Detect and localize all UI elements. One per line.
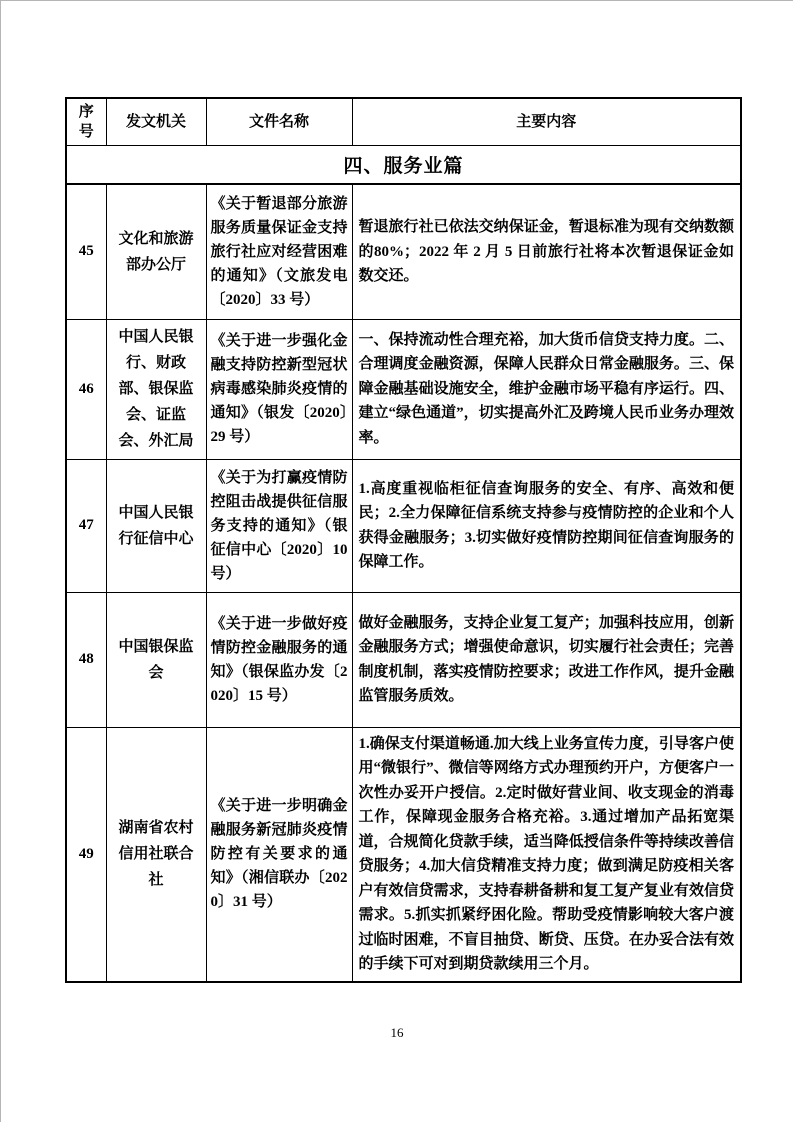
section-header-row	[66, 145, 741, 184]
col-header-doc-name: 文件名称	[206, 98, 352, 145]
table-row	[66, 727, 741, 982]
seq-cell: 49	[66, 727, 106, 982]
doc-title-cell: 《关于进一步强化金融支持防控新型冠状病毒感染肺炎疫情的通知》（银发〔2020〕29 号）	[206, 319, 352, 459]
policy-table	[65, 97, 742, 983]
agency-cell: 湖南省农村信用社联合社	[106, 727, 206, 982]
table-row	[66, 592, 741, 727]
content-cell: 暂退旅行社已依法交纳保证金，暂退标准为现有交纳数额的80%；2022 年 2 月 5 日前旅行社将本次暂退保证金如数交还。	[352, 184, 741, 319]
seq-cell: 46	[66, 319, 106, 459]
col-header-seq: 序号	[66, 98, 106, 145]
agency-cell: 中国银保监会	[106, 592, 206, 727]
content-cell: 1.确保支付渠道畅通.加大线上业务宣传力度，引导客户使用“微银行”、微信等网络方式办理预约开户，方便客户一次性办妥开户授信。2.定时做好营业间、收支现金的消毒工作，保障现金服务合格充裕。3.通过增加产品拓宽渠道，合规简化贷款手续，适当降低授信条件等持续改善信贷服务；4.加大信贷精准支持力度；做到满足防疫相关客户有效信贷需求，支持春耕备耕和复工复产复业有效信贷需求。5.抓实抓紧纾困化险。帮助受疫情影响较大客户渡过临时困难，不盲目抽贷、断贷、压贷。在办妥合法有效的手续下可对到期贷款续用三个月。	[352, 727, 741, 982]
doc-title-cell: 《关于为打赢疫情防控阻击战提供征信服务支持的通知》（银征信中心〔2020〕10 号）	[206, 459, 352, 592]
seq-cell: 47	[66, 459, 106, 592]
doc-title-cell: 《关于暂退部分旅游服务质量保证金支持旅行社应对经营困难的通知》（文旅发电〔2020〕33 号）	[206, 184, 352, 319]
table-row	[66, 459, 741, 592]
seq-cell: 48	[66, 592, 106, 727]
table-header-row	[66, 98, 741, 145]
doc-title-cell: 《关于进一步明确金融服务新冠肺炎疫情防控有关要求的通知》（湘信联办〔2020〕31 号）	[206, 727, 352, 982]
table-row	[66, 319, 741, 459]
seq-cell: 45	[66, 184, 106, 319]
table-row	[66, 184, 741, 319]
agency-cell: 中国人民银行征信中心	[106, 459, 206, 592]
content-cell: 一、保持流动性合理充裕，加大货币信贷支持力度。二、合理调度金融资源，保障人民群众日常金融服务。三、保障金融基础设施安全，维护金融市场平稳有序运行。四、建立“绿色通道”，切实提高外汇及跨境人民币业务办理效率。	[352, 319, 741, 459]
col-header-agency: 发文机关	[106, 98, 206, 145]
doc-title-cell: 《关于进一步做好疫情防控金融服务的通知》（银保监办发〔2020〕15 号）	[206, 592, 352, 727]
section-title: 四、服务业篇	[66, 145, 741, 184]
agency-cell: 中国人民银行、财政部、银保监会、证监会、外汇局	[106, 319, 206, 459]
page-number: 16	[390, 1025, 404, 1040]
content-cell: 1.高度重视临柜征信查询服务的安全、有序、高效和便民；2.全力保障征信系统支持参与疫情防控的企业和个人获得金融服务；3.切实做好疫情防控期间征信查询服务的保障工作。	[352, 459, 741, 592]
agency-cell: 文化和旅游部办公厅	[106, 184, 206, 319]
content-cell: 做好金融服务，支持企业复工复产；加强科技应用，创新金融服务方式；增强使命意识，切实履行社会责任；完善制度机制，落实疫情防控要求；改进工作作风，提升金融监管服务质效。	[352, 592, 741, 727]
col-header-main-content: 主要内容	[352, 98, 741, 145]
